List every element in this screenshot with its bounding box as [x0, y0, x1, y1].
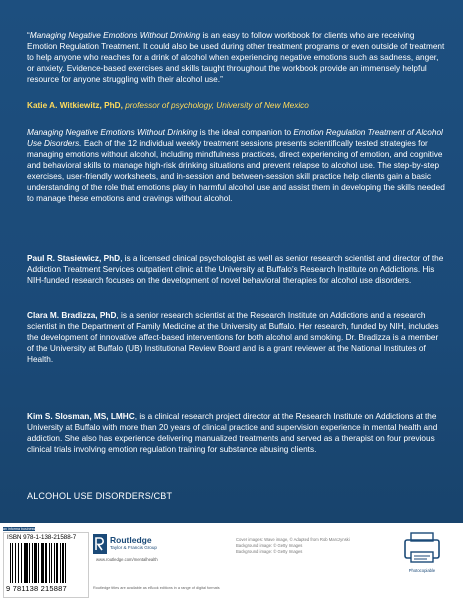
endorser-role: professor of psychology, University of New Mexico	[125, 101, 309, 110]
quote-body: is an easy to follow workbook for clients who are receiving Emotion Regulation Treatment. It could also be used during other treatment programs or even outside of treatment to help anyone who reaches for a drink of alcohol when experiencing negative emotions such as sadness, anger, or anxiety. Evidence-based exercises and skills taught throughout the workbook provide an immensely helpful resource for anyone struggling with their alcohol use.	[27, 31, 445, 84]
description-middle: is the ideal companion to	[197, 128, 294, 137]
author-bio-text: , is a clinical research project director at the Research Institute on Addictions at the University at Buffalo with more than 20 years of clinical practice and supervision experience in mental health and addiction. She also has experience delivering manualized treatments and served as a therapist on four previous clinical trials involving emotion regulation training for substance abusing clients.	[27, 412, 438, 454]
isbn-text: ISBN 978-1-138-21588-7	[7, 534, 77, 541]
image-credit: Background image: © Getty Images	[236, 549, 303, 554]
author-name: Kim S. Slosman, MS, LMHC	[27, 412, 135, 421]
image-credit: Cover images: Wave image, © Adapted from Rob Marczynski	[236, 537, 350, 542]
book-description	[27, 127, 445, 204]
author-bio-bradizza	[27, 310, 445, 365]
publisher-name: Routledge	[110, 535, 152, 545]
endorsement-attribution: Katie A. Witkiewitz, PhD, professor of psychology, University of New Mexico	[27, 101, 309, 110]
author-bio-text: , is a licensed clinical psychologist as well as senior research scientist and director of the Addiction Treatment Services outpatient clinic at the University at Buffalo’s Research Institute on Addictions. His NIH-funded research focuses on the development of novel behavioral therapies for alcohol use disorders.	[27, 254, 444, 285]
image-credit: Background image: © Getty Images	[236, 543, 303, 548]
endorser-name: Katie A. Witkiewitz, PhD	[27, 101, 121, 110]
description-body: Each of the 12 individual weekly treatment sessions presents scientifically tested strategies for managing emotions without alcohol, including mindfulness practices, direct experiencing of emotion, and cognitive and behavioral skills to manage high-risk drinking situations and prevent relapse to alcohol use. The step-by-step exercises, user-friendly worksheets, and in-session and between-session skill practice help clients gain a basic understanding of the role that emotions play in harmful alcohol use and assist them in developing the skills needed to manage these emotions and cravings without alcohol.	[27, 139, 445, 203]
description-companion-title: Emotion Regulation Treatment of Alcohol Use Disorders.	[27, 128, 443, 148]
quote-book-title: Managing Negative Emotions Without Drinking	[29, 31, 201, 40]
endorsement-quote	[27, 30, 445, 85]
publisher-group: Taylor & Francis Group	[110, 545, 157, 550]
barcode-panel	[3, 532, 89, 598]
subject-category: ALCOHOL USE DISORDERS/CBT	[27, 491, 173, 501]
barcode-number: 9 781138 215887	[6, 584, 67, 593]
photocopiable-label: Photocopiable	[408, 568, 436, 573]
barcode-icon	[10, 543, 84, 583]
routledge-logo-icon	[93, 534, 107, 554]
author-bio-slosman	[27, 411, 445, 455]
description-book-title: Managing Negative Emotions Without Drinking	[27, 128, 198, 137]
publisher-url[interactable]: www.routledge.com/mentalhealth	[96, 557, 158, 562]
photocopiable-icon	[401, 530, 443, 564]
ebook-note: Routledge titles are available as eBook editions in a range of digital formats	[93, 586, 220, 590]
author-name: Clara M. Bradizza, PhD	[27, 311, 117, 320]
quote-close-mark: ”	[220, 75, 223, 84]
informa-label: an informa business	[3, 527, 36, 531]
author-bio-text: , is a senior research scientist at the Research Institute on Addictions and a research scientist in the Department of Family Medicine at the University at Buffalo. Her research, funded by NIH, includes the development of innovative affect-based interventions for both alcohol and smoking. Dr. Bradizza is a member of the University at Buffalo (UB) Institutional Review Board and is a grant reviewer at the National Institutes of Health.	[27, 311, 439, 364]
author-bio-stasiewicz	[27, 253, 445, 286]
author-name: Paul R. Stasiewicz, PhD	[27, 254, 121, 263]
quote-open-mark: “	[27, 31, 30, 40]
